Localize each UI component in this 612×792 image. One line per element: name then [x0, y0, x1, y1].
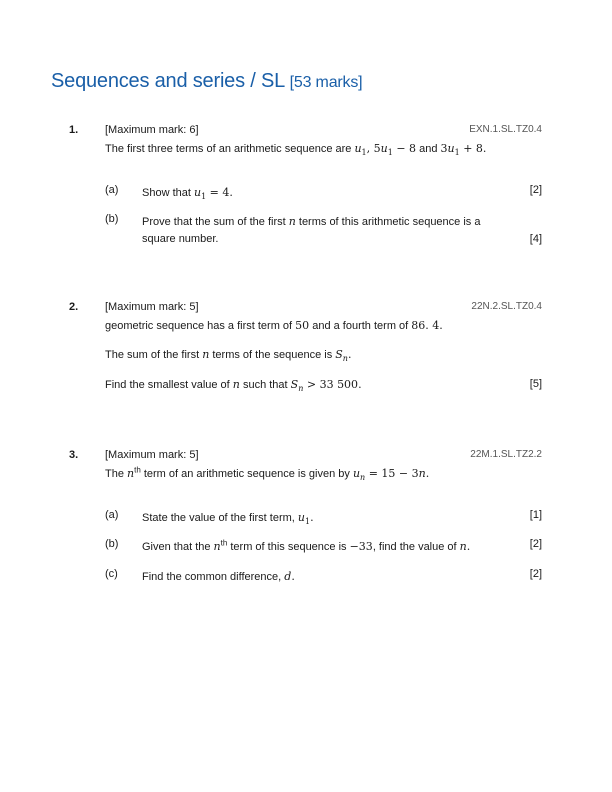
part-text [142, 509, 492, 527]
part-text-span: , find the value of [372, 541, 460, 553]
question-stem [105, 142, 487, 158]
math-var: n [418, 467, 426, 480]
question-number: 3. [69, 449, 79, 461]
part-text [142, 538, 522, 556]
math-end: . [425, 467, 430, 480]
max-mark: [Maximum mark: 5] [105, 301, 199, 313]
math-end: . [439, 319, 443, 332]
title-text: Sequences and series / SL [51, 70, 285, 92]
math-end: . [358, 378, 362, 391]
part-label: (b) [105, 213, 119, 225]
part-text-span: Prove that the sum of the first [142, 216, 289, 228]
part-text [142, 184, 492, 202]
math-expr: = 15 − 3 [365, 467, 419, 480]
math-num: 5 [373, 142, 381, 155]
stem-text: and [416, 143, 441, 155]
part-text-span: Find the common difference, [142, 571, 285, 583]
question-number: 2. [69, 301, 79, 313]
math-end: . [482, 142, 487, 155]
question-stem [105, 465, 430, 483]
math-var: u [354, 142, 362, 155]
stem-text: geometric sequence has a first term of [105, 320, 296, 332]
stem-text: The first three terms of an arithmetic sequence are [105, 143, 355, 155]
math-num: 3 [440, 142, 448, 155]
math-sub: n [360, 473, 366, 483]
question-reference: 22M.1.SL.TZ2.2 [470, 449, 542, 460]
total-marks: [53 marks] [289, 74, 363, 91]
question-line-1 [105, 319, 443, 332]
stem-text: The sum of the first [105, 349, 203, 361]
math-var: u [380, 142, 388, 155]
math-sup: th [220, 538, 228, 548]
stem-text: Find the smallest value of [105, 379, 233, 391]
math-expr: − 8 [392, 142, 417, 155]
math-var: n [127, 467, 135, 480]
math-var: n [213, 540, 221, 553]
math-sup: th [134, 465, 141, 475]
question-reference: EXN.1.SL.TZ0.4 [469, 124, 542, 135]
part-marks: [5] [529, 378, 542, 390]
math-var: n [459, 540, 467, 553]
math-num: −33 [349, 540, 373, 553]
part-text [142, 568, 492, 586]
stem-text: and a fourth term of [309, 320, 412, 332]
math-var: n [202, 348, 210, 361]
stem-text: terms of the sequence is [209, 349, 336, 361]
stem-text: such that [239, 379, 291, 391]
math-var: u [447, 142, 455, 155]
math-expr: + 8 [459, 142, 483, 155]
part-marks: [2] [529, 538, 542, 550]
part-marks: [1] [529, 509, 542, 521]
question-line-3 [105, 378, 362, 394]
math-sub: n [342, 354, 348, 364]
math-expr: = 4. [206, 186, 233, 199]
math-var: u [297, 511, 306, 524]
math-sub: 1 [361, 148, 367, 158]
math-end: . [310, 511, 314, 524]
part-text-span: State the value of the first term, [142, 512, 298, 524]
page-title [51, 70, 362, 93]
part-label: (c) [105, 568, 118, 580]
part-label: (b) [105, 538, 119, 550]
math-var: u [193, 186, 202, 199]
part-text-span: Given that the [142, 541, 214, 553]
stem-text: The [105, 468, 128, 480]
part-text-span: Show that [142, 187, 194, 199]
math-var: S [335, 348, 343, 361]
part-label: (a) [105, 184, 119, 196]
math-sub: n [298, 384, 304, 394]
math-end: . [466, 540, 471, 553]
question-line-2 [105, 348, 352, 364]
math-end: . [347, 348, 352, 361]
part-text-span: term of this sequence is [227, 541, 350, 553]
question-reference: 22N.2.SL.TZ0.4 [471, 301, 542, 312]
max-mark: [Maximum mark: 6] [105, 124, 199, 136]
part-text-span: terms of this arithmetic sequence is a square number. [142, 216, 481, 245]
math-sub: 1 [454, 148, 460, 158]
math-end: . [291, 570, 295, 583]
math-sub: 1 [387, 148, 393, 158]
math-sep: , [366, 142, 374, 155]
math-sub: 1 [201, 192, 207, 202]
math-sub: 1 [305, 517, 311, 527]
part-marks: [2] [529, 568, 542, 580]
part-text [142, 213, 492, 248]
question-number: 1. [69, 124, 79, 136]
part-label: (a) [105, 509, 119, 521]
math-var: n [232, 378, 240, 391]
part-marks: [4] [529, 233, 542, 245]
math-expr: > 33 500 [303, 378, 359, 391]
math-num: 86. 4 [411, 319, 440, 332]
math-num: 50 [295, 319, 310, 332]
max-mark: [Maximum mark: 5] [105, 449, 199, 461]
part-marks: [2] [529, 184, 542, 196]
math-var: d [284, 570, 292, 583]
math-var: S [290, 378, 299, 391]
stem-text: term of an arithmetic sequence is given by [140, 468, 353, 480]
math-var: n [288, 215, 296, 228]
math-var: u [352, 467, 361, 480]
